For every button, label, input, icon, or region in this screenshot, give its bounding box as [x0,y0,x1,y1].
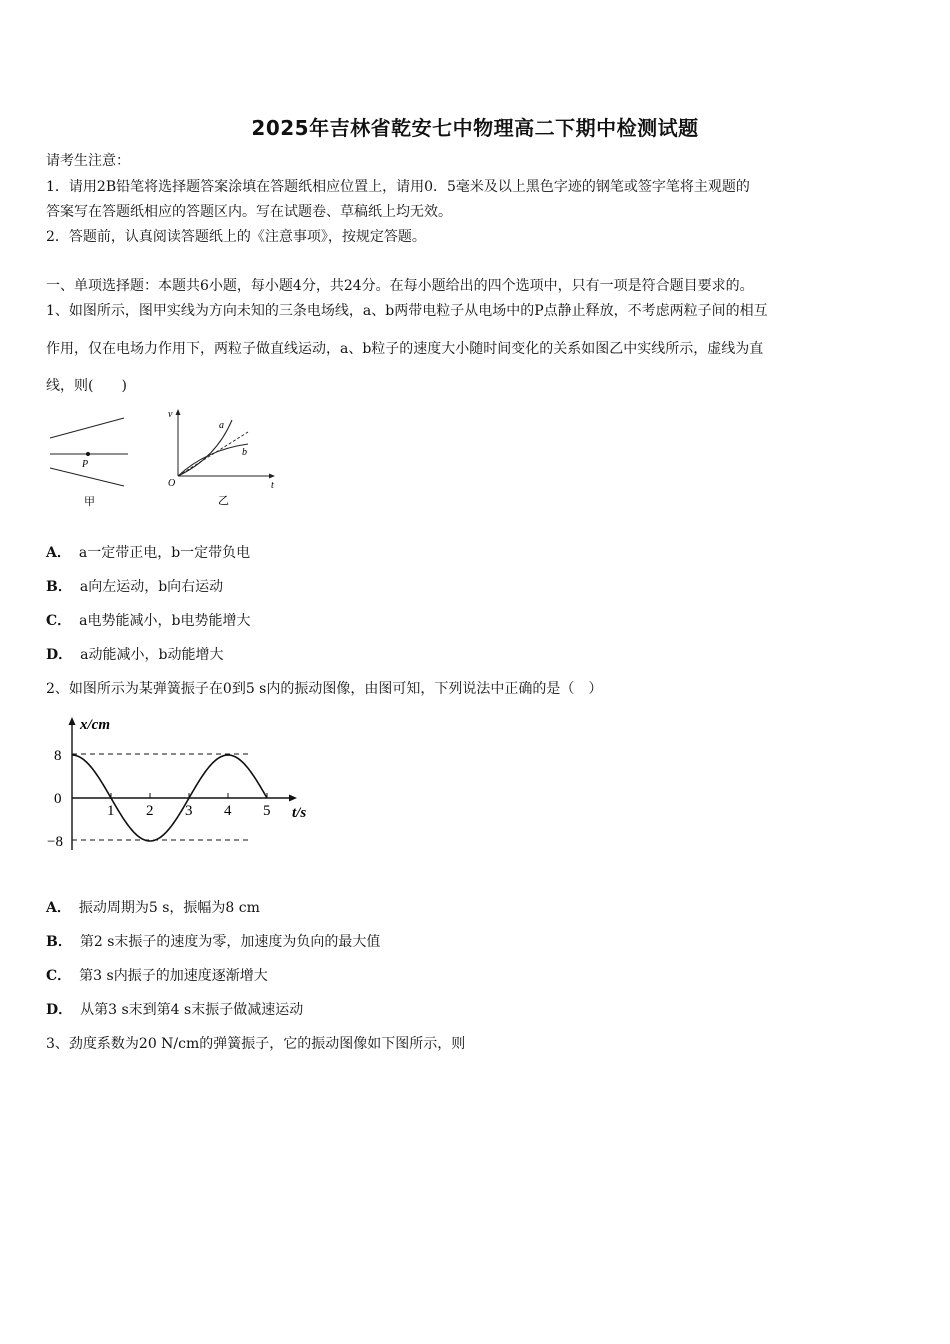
q2-x-axis-label: t/s [292,805,307,821]
q2-y-axis-label: x/cm [80,717,110,733]
notice-heading: 请考生注意： [46,153,130,169]
yi-y-axis-label: v [168,409,173,420]
q2-y-tick-neg8: −8 [47,834,63,850]
yi-curve-b [178,444,248,476]
q1-option-a[interactable] [46,543,250,563]
q1-option-b-letter: B． [46,579,72,595]
field-line-top [50,418,124,438]
q1-option-d[interactable] [46,645,223,665]
q2-y-tick-8: 8 [54,748,62,764]
yi-origin-label: O [168,478,176,489]
page-title: 2025年吉林省乾安七中物理高二下期中检测试题 [251,116,699,140]
q2-x-tick-label-1: 1 [107,803,115,819]
q2-x-ticks [107,793,271,819]
q2-y-axis-arrow [69,717,76,725]
yi-y-axis-arrow [176,409,181,415]
q1-option-c-letter: C． [46,613,72,629]
figure-jia-caption: 甲 [84,496,95,508]
q1-figure-yi [164,406,284,510]
q1-option-c-text: a电势能减小，b电势能增大 [79,613,251,629]
q2-x-axis-arrow [289,795,297,802]
q2-option-d-text: 从第3 s末到第4 s末振子做减速运动 [80,1002,304,1018]
q2-x-tick-label-5: 5 [263,803,271,819]
q2-x-tick-label-2: 2 [146,803,154,819]
q2-x-tick-label-4: 4 [224,803,232,819]
q1-stem-line-3: 线，则( ) [46,378,127,394]
q3-stem: 3、劲度系数为20 N/cm的弹簧振子，它的振动图像如下图所示，则 [46,1036,466,1052]
q1-option-a-text: a一定带正电，b一定带负电 [78,545,251,561]
yi-curve-b-label: b [242,447,247,458]
yi-x-axis-label: t [271,480,274,491]
q1-option-a-letter: A． [46,545,71,561]
q1-stem-line-2: 作用，仅在电场力作用下，两粒子做直线运动，a、b粒子的速度大小随时间变化的关系如图乙中实线所示，虚线为直 [46,341,764,357]
yi-x-axis-arrow [269,474,275,479]
notice-item-1-line-2: 答案写在答题纸相应的答题区内。写在试题卷、草稿纸上均无效。 [46,204,452,220]
point-p-label: P [82,459,89,470]
q2-option-a-text: 振动周期为5 s，振幅为8 cm [78,900,260,916]
q2-option-a[interactable] [46,898,260,918]
q2-option-d-letter: D． [46,1002,73,1018]
q2-option-c[interactable] [46,966,268,986]
q1-option-d-text: a动能减小，b动能增大 [80,647,224,663]
q2-stem: 2、如图所示为某弹簧振子在0到5 s内的振动图像，由图可知，下列说法中正确的是（ ） [46,681,603,697]
q1-figure-jia [44,410,134,510]
q2-option-c-letter: C． [46,968,72,984]
q1-option-b[interactable] [46,577,223,597]
q2-x-tick-label-3: 3 [185,803,193,819]
q2-option-b-text: 第2 s末振子的速度为零，加速度为负向的最大值 [79,934,381,950]
notice-item-1-line-1: 1．请用2B铅笔将选择题答案涂填在答题纸相应位置上，请用0．5毫米及以上黑色字迹的钢笔或签字笔将主观题的 [46,179,750,195]
q1-option-c[interactable] [46,611,250,631]
q2-option-a-letter: A． [46,900,71,916]
field-line-bottom [50,468,124,486]
q2-y-tick-0: 0 [54,791,62,807]
point-p-dot [86,452,90,456]
yi-curve-a-label: a [219,420,224,431]
figure-yi-caption: 乙 [218,495,229,507]
notice-item-2: 2．答题前，认真阅读答题纸上的《注意事项》，按规定答题。 [46,229,426,245]
q1-option-d-letter: D． [46,647,73,663]
section-heading: 一、单项选择题：本题共6小题，每小题4分，共24分。在每小题给出的四个选项中，只有一项是符合题目要求的。 [46,278,754,294]
q2-option-d[interactable] [46,1000,303,1020]
q2-option-b-letter: B． [46,934,72,950]
q2-oscillation-graph [40,710,330,860]
q1-stem-line-1: 1、如图所示，图甲实线为方向未知的三条电场线，a、b两带电粒子从电场中的P点静止释放，不考虑两粒子间的相互 [46,303,768,319]
q2-option-c-text: 第3 s内振子的加速度逐渐增大 [79,968,268,984]
q2-option-b[interactable] [46,932,380,952]
q1-option-b-text: a向左运动，b向右运动 [79,579,224,595]
